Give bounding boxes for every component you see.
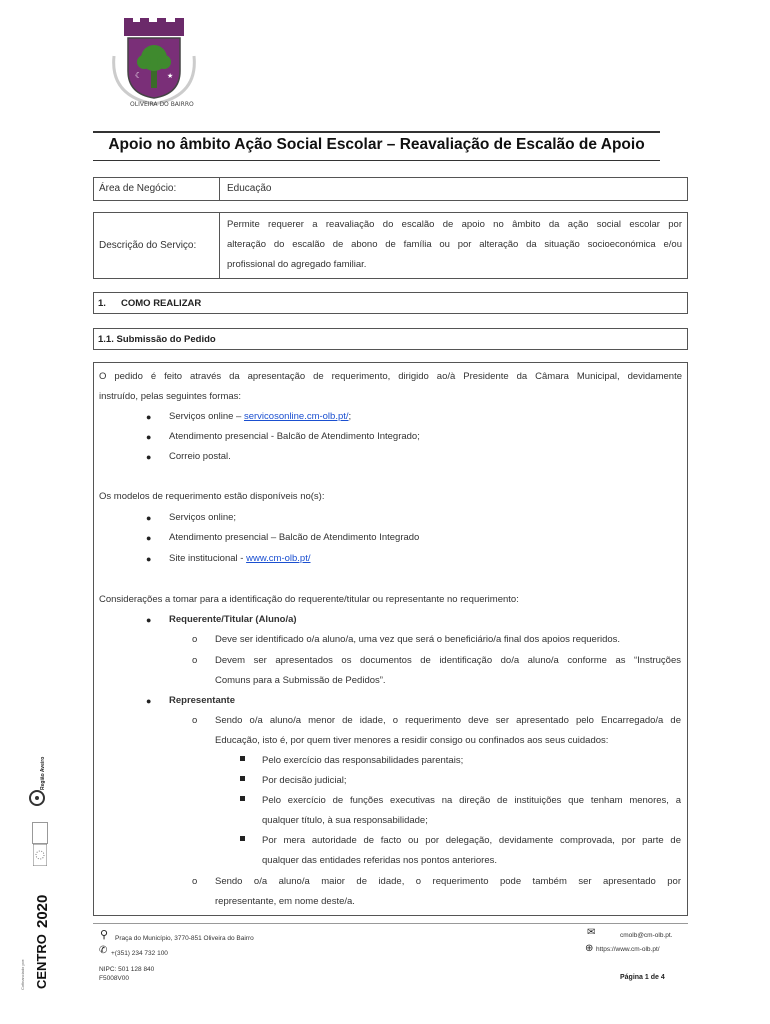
section-submissao <box>93 328 688 350</box>
location-pin-icon: ⚲ <box>100 929 109 941</box>
requerente-title: Requerente/Titular (Aluno/a) <box>169 614 297 625</box>
circle-bullet-icon: o <box>192 634 198 645</box>
models-intro: Os modelos de requerimento estão disponíveis no(s): <box>99 491 325 502</box>
square-bullet-icon <box>240 796 245 801</box>
footer-email: cmolb@cm-olb.pt. <box>620 932 673 939</box>
description-line: Permite requerer a reavaliação do escalão de apoio no âmbito da ação social escolar por <box>227 219 682 230</box>
square-bullet-icon <box>240 776 245 781</box>
section-como-realizar <box>93 292 688 314</box>
portugal-2020-logo <box>30 872 54 930</box>
area-label: Área de Negócio: <box>99 183 177 194</box>
description-line: alteração do escalão de abono de família ou por alteração da situação socioeconómica e/ou <box>227 239 682 250</box>
footer-website: https://www.cm-olb.pt/ <box>596 946 660 953</box>
list-item: Serviços online; <box>169 512 237 523</box>
list-item: Deve ser identificado o/a aluno/a, uma vez que será o beneficiário/a final dos apoios requeridos. <box>215 634 621 645</box>
footer-nipc: NIPC: 501 128 840 <box>99 966 155 973</box>
list-item-continued: Educação, isto é, por quem tiver menores a residir consigo ou confinados aos seus cuidados: <box>215 735 609 746</box>
sub-list-item: Por decisão judicial; <box>262 775 347 786</box>
list-item-text: Serviços online – <box>169 411 244 422</box>
page-number: Página 1 de 4 <box>620 974 665 981</box>
intro-line: O pedido é feito através da apresentação de requerimento, dirigido ao/à Presidente da Câmara Municipal, devidamente <box>99 371 682 382</box>
list-item: Sendo o/a aluno/a menor de idade, o requerimento deve ser apresentado pelo Encarregado/a de <box>215 715 681 726</box>
sub-list-item-continued: qualquer das entidades referidas nos pontos anteriores. <box>262 855 498 866</box>
list-item-continued: Comuns para a Submissão de Pedidos”. <box>215 675 386 686</box>
eu-flag-icon <box>33 844 47 866</box>
description-text <box>227 215 682 275</box>
footer-rule <box>93 923 688 924</box>
sub-list-item-continued: qualquer título, à sua responsabilidade; <box>262 815 428 826</box>
bullet-icon: ● <box>146 533 152 543</box>
consider-text: Considerações a tomar para a identificação do requerente/titular ou representante no requerimento: <box>99 594 519 605</box>
circle-bullet-icon: o <box>192 715 198 726</box>
bullet-icon: ● <box>146 412 152 422</box>
list-item <box>169 549 311 569</box>
bullet-icon: ● <box>146 554 152 564</box>
circle-bullet-icon: o <box>192 876 198 887</box>
area-row <box>93 177 688 201</box>
page-title: Apoio no âmbito Ação Social Escolar – Reavaliação de Escalão de Apoio <box>108 136 645 153</box>
bullet-icon: ● <box>146 696 152 706</box>
phone-icon: ✆ <box>99 945 108 956</box>
list-item-suffix: ; <box>348 411 352 422</box>
svg-text:★: ★ <box>167 72 174 80</box>
square-bullet-icon <box>240 756 245 761</box>
footer-address: Praça do Município, 3770-851 Oliveira do Bairro <box>115 935 254 942</box>
footer-code: F5008V00 <box>99 975 129 982</box>
list-item: Correio postal. <box>169 451 231 462</box>
square-bullet-icon <box>240 836 245 841</box>
svg-text:OLIVEIRA DO BAIRRO: OLIVEIRA DO BAIRRO <box>130 101 194 108</box>
subsection-title: 1.1. Submissão do Pedido <box>98 334 216 345</box>
body-box <box>93 362 688 916</box>
description-row <box>93 212 688 279</box>
globe-icon: ⊕ <box>585 943 594 954</box>
email-icon: ✉ <box>587 927 596 938</box>
svg-text:☾: ☾ <box>135 71 143 80</box>
site-institucional-link[interactable]: www.cm-olb.pt/ <box>246 553 311 564</box>
list-item: Atendimento presencial - Balcão de Atendimento Integrado; <box>169 431 420 442</box>
description-label: Descrição do Serviço: <box>99 240 197 251</box>
bullet-icon: ● <box>146 615 152 625</box>
centro-2020-logo <box>30 935 56 991</box>
area-value: Educação <box>227 183 272 194</box>
title-bottom-rule <box>93 160 660 161</box>
title-top-rule <box>93 131 660 133</box>
centro-text: CENTRO <box>34 934 49 989</box>
program-logo <box>32 822 48 844</box>
sub-list-item: Pelo exercício das responsabilidades parentais; <box>262 755 464 766</box>
portugal-2020-year: 2020 <box>34 894 51 928</box>
representante-title: Representante <box>169 695 235 706</box>
section-title: COMO REALIZAR <box>121 298 202 309</box>
cofinanciado-text: Cofinanciado por: <box>20 958 25 990</box>
sub-list-item: Pelo exercício de funções executivas na direção de instituições que tenham menores, a <box>262 795 681 806</box>
list-item: Devem ser apresentados os documentos de identificação do/a aluno/a conforme as “Instruções <box>215 655 681 666</box>
section-number: 1. <box>98 298 106 309</box>
bullet-icon: ● <box>146 452 152 462</box>
footer-phone: +(351) 234 732 100 <box>111 950 168 957</box>
description-line: profissional do agregado familiar. <box>227 259 367 270</box>
list-item <box>169 407 351 427</box>
circle-bullet-icon: o <box>192 655 198 666</box>
servicos-online-link[interactable]: servicosonline.cm-olb.pt/ <box>243 411 349 422</box>
bullet-icon: ● <box>146 432 152 442</box>
list-item-continued: representante, em nome deste/a. <box>215 896 355 907</box>
sub-list-item: Por mera autoridade de facto ou por delegação, devidamente comprovada, por parte de <box>262 835 681 846</box>
regiao-aveiro-text: Região Aveiro <box>40 756 46 790</box>
list-item-text: Site institucional - <box>169 553 247 564</box>
list-item: Sendo o/a aluno/a maior de idade, o requerimento pode também ser apresentado por <box>215 876 681 887</box>
bullet-icon: ● <box>146 513 152 523</box>
intro-line: instruído, pelas seguintes formas: <box>99 391 242 402</box>
list-item: Atendimento presencial – Balcão de Atendimento Integrado <box>169 532 420 543</box>
municipal-crest <box>100 16 208 108</box>
regiao-aveiro-logo <box>28 756 50 810</box>
